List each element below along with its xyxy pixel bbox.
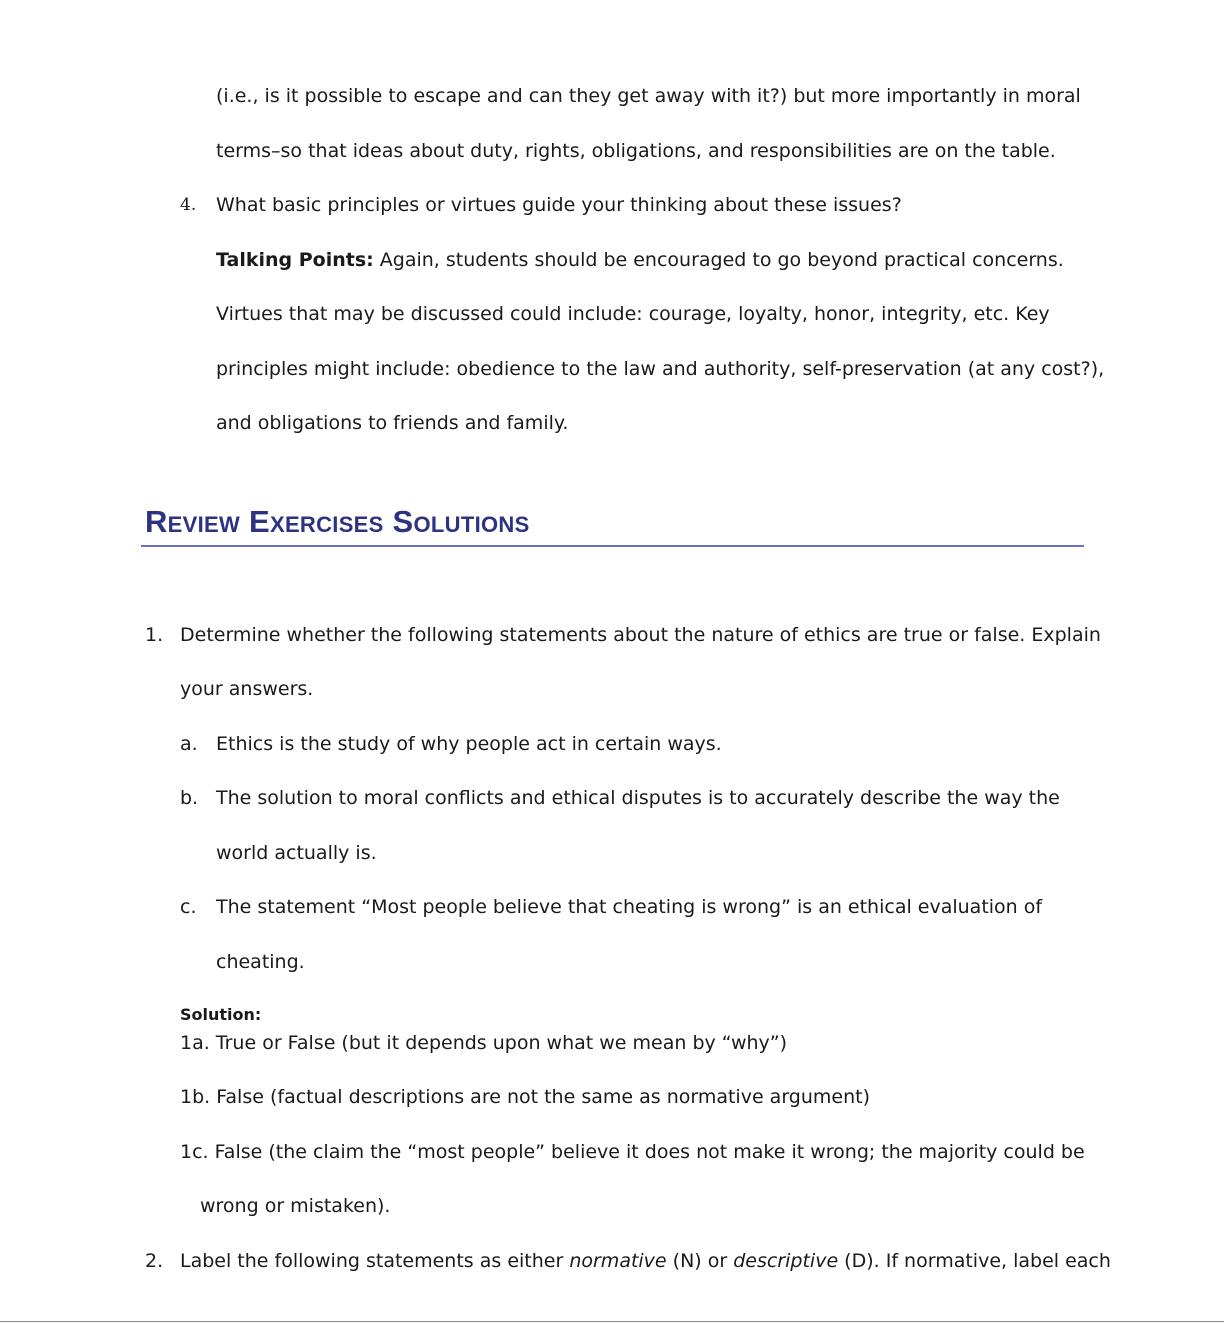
section-heading: Review Exercises Solutions (145, 504, 530, 539)
solution-label: Solution: (180, 1005, 262, 1024)
talking-points-line-4: and obligations to friends and family. (216, 412, 569, 434)
item-4-question: What basic principles or virtues guide your thinking about these issues? (216, 194, 902, 216)
exercise-1b-line-1: The solution to moral conflicts and ethical disputes is to accurately describe the way the (216, 787, 1060, 809)
item-4-number: 4. (180, 195, 197, 215)
exercise-1-number: 1. (145, 624, 164, 646)
exercise-1c-line-1: The statement “Most people believe that cheating is wrong” is an ethical evaluation of (216, 896, 1043, 918)
exercise-1-line-1: Determine whether the following statements about the nature of ethics are true or false. Explain (180, 624, 1101, 646)
exercise-2-text (180, 1249, 1111, 1273)
term-normative: normative (569, 1250, 667, 1272)
exercise-2-text-mid: (N) or (666, 1250, 734, 1272)
continuation-line-2: terms–so that ideas about duty, rights, obligations, and responsibilities are on the table. (216, 140, 1056, 162)
solution-1c-line-1: 1c. False (the claim the “most people” believe it does not make it wrong; the majority could be (180, 1141, 1085, 1163)
talking-points-line-3: principles might include: obedience to the law and authority, self-preservation (at any cost?), (216, 358, 1105, 380)
exercise-2-text-end: (D). If normative, label each (838, 1250, 1111, 1272)
talking-points-line-1 (216, 248, 1064, 272)
solution-1c-line-2: wrong or mistaken). (200, 1195, 391, 1217)
term-descriptive: descriptive (733, 1250, 839, 1272)
exercise-1c-line-2: cheating. (216, 951, 305, 973)
exercise-2-number: 2. (145, 1250, 164, 1272)
solution-1b: 1b. False (factual descriptions are not the same as normative argument) (180, 1086, 871, 1108)
section-divider (141, 545, 1084, 547)
exercise-1b-label: b. (180, 787, 199, 809)
exercise-2-text-start: Label the following statements as either (180, 1250, 570, 1272)
continuation-line-1: (i.e., is it possible to escape and can they get away with it?) but more importantly in moral (216, 85, 1081, 107)
exercise-1b-line-2: world actually is. (216, 842, 377, 864)
exercise-1-line-2: your answers. (180, 678, 314, 700)
exercise-1c-label: c. (180, 896, 197, 918)
solution-1a: 1a. True or False (but it depends upon what we mean by “why”) (180, 1032, 788, 1054)
talking-points-text: Again, students should be encouraged to go beyond practical concerns. (373, 249, 1064, 271)
talking-points-label: Talking Points: (216, 249, 374, 271)
talking-points-line-2: Virtues that may be discussed could include: courage, loyalty, honor, integrity, etc. Key (216, 303, 1050, 325)
exercise-1a-text: Ethics is the study of why people act in certain ways. (216, 733, 722, 755)
exercise-1a-label: a. (180, 733, 198, 755)
page-bottom-border (0, 1321, 1224, 1322)
